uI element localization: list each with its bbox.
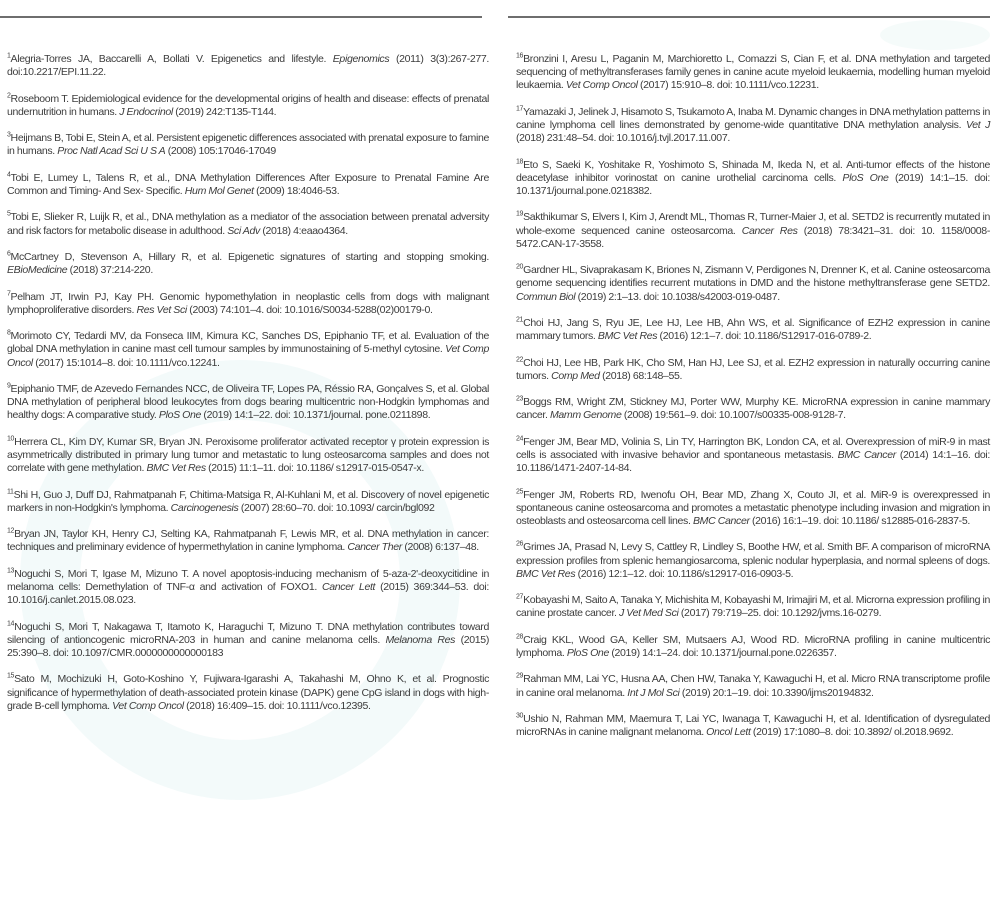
reference-entry xyxy=(516,541,990,581)
reference-entry xyxy=(516,159,990,199)
reference-citation-details: (2019) 14:1–22. doi: 10.1371/journal. pone.0211898. xyxy=(201,409,431,422)
reference-citation-details: (2018) 37:214-220. xyxy=(67,264,153,277)
reference-journal: BMC Vet Res xyxy=(516,567,576,580)
reference-entry xyxy=(516,673,990,699)
reference-authors-title: Bronzini I, Aresu L, Paganin M, Marchioretto L, Comazzi S, Cian F, et al. DNA methylation and targeted sequencing of methyltransferases family genes in canine acute myeloid leukaemia, modelling human myeloid leukaemia. xyxy=(516,53,990,92)
reference-number: 5 xyxy=(7,210,11,218)
reference-entry xyxy=(516,53,990,93)
reference-number: 29 xyxy=(516,672,524,680)
reference-number: 9 xyxy=(7,382,11,390)
reference-citation-details: (2017) 15:910–8. doi: 10.1111/vco.12231. xyxy=(637,79,819,92)
reference-citation-details: (2019) 14:1–15. doi: 10.1371/journal.pone.0218382. xyxy=(516,171,991,197)
reference-citation-details: (2008) 105:17046-17049 xyxy=(165,145,276,158)
reference-entry xyxy=(516,713,990,739)
reference-citation-details: (2007) 28:60–70. doi: 10.1093/ carcin/bgl092 xyxy=(238,501,435,514)
reference-entry xyxy=(516,317,990,343)
reference-journal: BMC Cancer xyxy=(692,514,750,527)
reference-journal: J Vet Med Sci xyxy=(618,607,679,620)
reference-citation-details: (2014) 14:1–16. doi: 10.1186/1471-2407-14-84. xyxy=(516,448,991,475)
reference-journal: PloS One xyxy=(842,171,889,184)
reference-authors-title: Epiphanio TMF, de Azevedo Fernandes NCC, de Oliveira TF, Lopes PA, Réssio RA, Gonçalves S, et al. Global DNA methylation of peripheral blood leukocytes from dogs bearing multicentric non-Hodgkin lymphomas and healthy dogs: A comparative study. xyxy=(7,382,489,422)
reference-entry xyxy=(516,211,990,251)
reference-authors-title: Alegria-Torres JA, Baccarelli A, Bollati V. Epigenetics and lifestyle. xyxy=(10,53,333,65)
reference-authors-title: Rahman MM, Lai YC, Husna AA, Chen HW, Tanaka Y, Kawaguchi H, et al. Micro RNA transcriptome profile in canine oral melanoma. xyxy=(516,673,990,699)
reference-authors-title: Heijmans B, Tobi E, Stein A, et al. Persistent epigenetic differences associated with prenatal exposure to famine in humans. xyxy=(7,132,489,158)
reference-journal: Proc Natl Acad Sci U S A xyxy=(57,145,166,158)
reference-entry xyxy=(516,436,990,476)
reference-number: 14 xyxy=(7,620,15,628)
reference-journal: Melanoma Res xyxy=(385,633,456,646)
reference-citation-details: (2003) 74:101–4. doi: 10.1016/S0034-5288(02)00179-0. xyxy=(186,303,433,316)
reference-entry xyxy=(516,594,990,620)
background-watermark-top xyxy=(880,20,990,50)
reference-citation-details: (2019) 20:1–19. doi: 10.3390/ijms20194832. xyxy=(679,686,874,699)
reference-entry xyxy=(7,528,489,554)
reference-citation-details: (2019) 17:1080–8. doi: 10.3892/ ol.2018.9692. xyxy=(750,726,954,739)
reference-authors-title: Morimoto CY, Tedardi MV, da Fonseca IIM, Kimura KC, Sanches DS, Epiphanio TF, et al. Evaluation of the global DNA methylation in canine mast cell tumour samples by immunostaining of 5-methyl cytosine. xyxy=(7,330,489,356)
reference-citation-details: (2016) 12:1–12. doi: 10.1186/s12917-016-0903-5. xyxy=(575,567,794,580)
reference-entry xyxy=(516,264,990,304)
reference-citation-details: (2018) 68:148–55. xyxy=(599,369,683,382)
reference-number: 17 xyxy=(516,105,524,113)
right-column-top-rule xyxy=(508,16,990,18)
reference-number: 30 xyxy=(516,712,524,720)
reference-journal: BMC Vet Res xyxy=(146,462,206,475)
reference-journal: J Endocrinol xyxy=(119,105,173,118)
reference-number: 12 xyxy=(7,527,15,535)
reference-number: 2 xyxy=(7,92,11,100)
reference-citation-details: (2015) 25:390–8. doi: 10.1097/CMR.0000000000000183 xyxy=(7,633,489,659)
reference-authors-title: Herrera CL, Kim DY, Kumar SR, Bryan JN. Peroxisome proliferator activated receptor γ protein expression is asymmetrically distributed in primary lung tumor and metastatic to lung osteosarcoma samples and does not correlate with gene methylation. xyxy=(7,435,489,475)
reference-number: 6 xyxy=(7,250,11,258)
reference-journal: Comp Med xyxy=(551,369,600,382)
left-column-top-rule xyxy=(0,16,482,18)
reference-entry xyxy=(7,383,489,423)
reference-entry xyxy=(7,172,489,198)
reference-number: 28 xyxy=(516,633,524,641)
reference-number: 1 xyxy=(7,52,11,60)
reference-citation-details: (2015) 11:1–11. doi: 10.1186/ s12917-015-0547-x. xyxy=(205,462,424,475)
reference-citation-details: (2019) 242:T135-T144. xyxy=(172,105,277,118)
reference-authors-title: Sato M, Mochizuki H, Goto-Koshino Y, Fujiwara-Igarashi A, Takahashi M, Ohno K, et al. Prognostic significance of hypermethylation of death-associated protein kinase (DAPK) gene CpG island in dogs with high-grade B-cell lymphoma. xyxy=(7,673,489,712)
reference-authors-title: Bryan JN, Taylor KH, Henry CJ, Selting KA, Rahmatpanah F, Lewis MR, et al. DNA methylation in cancer: techniques and preliminary evidence of hypermethylation in canine lymphoma. xyxy=(7,528,489,554)
reference-journal: PloS One xyxy=(566,646,609,659)
reference-authors-title: Grimes JA, Prasad N, Levy S, Cattley R, Lindley S, Boothe HW, et al. Smith BF. A comparison of microRNA expression profiles from splenic hemangiosarcoma, splenic nodular hyperplasia, and normal spleens of dogs. xyxy=(516,541,990,567)
reference-number: 27 xyxy=(516,593,524,601)
reference-authors-title: Pelham JT, Irwin PJ, Kay PH. Genomic hypomethylation in neoplastic cells from dogs with malignant lymphoproliferative disorders. xyxy=(7,290,489,316)
reference-entry xyxy=(7,568,489,608)
reference-entry xyxy=(516,634,990,660)
reference-journal: Vet Comp Oncol xyxy=(112,699,184,712)
reference-citation-details: (2009) 18:4046-53. xyxy=(253,184,340,197)
reference-entry xyxy=(7,489,489,515)
reference-citation-details: (2018) 16:409–15. doi: 10.1111/vco.12395. xyxy=(183,699,371,712)
reference-number: 8 xyxy=(7,329,11,337)
reference-authors-title: Kobayashi M, Saito A, Tanaka Y, Michishita M, Kobayashi M, Irimajiri M, et al. Microrna expression profiling in canine prostate cancer. xyxy=(516,594,990,620)
reference-entry xyxy=(7,673,489,713)
reference-journal: Cancer Res xyxy=(741,224,798,237)
reference-journal: BMC Vet Res xyxy=(597,330,658,343)
reference-journal: Hum Mol Genet xyxy=(184,184,254,197)
reference-number: 16 xyxy=(516,52,524,60)
reference-journal: Vet Comp Oncol xyxy=(7,343,489,369)
reference-entry xyxy=(7,436,489,476)
reference-number: 26 xyxy=(516,540,524,548)
reference-journal: Cancer Ther xyxy=(347,541,402,554)
reference-citation-details: (2018) 231:48–54. doi: 10.1016/j.tvjl.2017.11.007. xyxy=(516,132,730,145)
reference-entry xyxy=(516,489,990,529)
reference-number: 11 xyxy=(7,488,14,496)
reference-entry xyxy=(7,132,489,158)
reference-authors-title: Noguchi S, Mori T, Nakagawa T, Itamoto K, Haraguchi T, Mizuno T. DNA methylation contributes toward silencing of antioncogenic microRNA-203 in human and canine melanoma cells. xyxy=(7,620,489,646)
reference-authors-title: Boggs RM, Wright ZM, Stickney MJ, Porter WW, Murphy KE. MicroRNA expression in canine mammary cancer. xyxy=(516,396,990,422)
reference-number: 22 xyxy=(516,356,524,364)
reference-citation-details: (2015) 369:344–53. doi: 10.1016/j.canlet.2015.08.023. xyxy=(7,580,489,607)
references-right-column xyxy=(516,53,990,753)
reference-number: 10 xyxy=(7,435,15,443)
reference-journal: Commun Biol xyxy=(516,290,576,303)
reference-citation-details: (2008) 19:561–9. doi: 10.1007/s00335-008-9128-7. xyxy=(621,409,846,422)
reference-number: 24 xyxy=(516,435,524,443)
reference-number: 21 xyxy=(516,316,524,324)
reference-citation-details: (2008) 6:137–48. xyxy=(401,541,479,554)
reference-citation-details: (2019) 2:1–13. doi: 10.1038/s42003-019-0487. xyxy=(575,290,780,303)
reference-authors-title: Tobi E, Slieker R, Luijk R, et al., DNA methylation as a mediator of the association between prenatal adversity and risk factors for metabolic disease in adulthood. xyxy=(7,211,489,237)
reference-entry xyxy=(7,211,489,237)
reference-entry xyxy=(7,291,489,317)
reference-number: 3 xyxy=(7,131,11,139)
reference-authors-title: Eto S, Saeki K, Yoshitake R, Yoshimoto S, Shinada M, Ikeda N, et al. Anti-tumor effects of the histone deacetylase inhibitor vorinostat on canine urothelial carcinoma cells. xyxy=(516,158,990,184)
reference-journal: Oncol Lett xyxy=(706,726,751,739)
reference-number: 18 xyxy=(516,158,524,166)
reference-journal: Vet J xyxy=(965,119,990,131)
reference-authors-title: Ushio N, Rahman MM, Maemura T, Lai YC, Iwanaga T, Kawaguchi H, et al. Identification of dysregulated microRNAs in canine malignant melanoma. xyxy=(516,712,990,739)
reference-citation-details: (2018) 4:eaao4364. xyxy=(259,224,348,237)
reference-citation-details: (2016) 12:1–7. doi: 10.1186/S12917-016-0789-2. xyxy=(657,330,872,343)
reference-number: 7 xyxy=(7,290,11,298)
reference-entry xyxy=(7,621,489,661)
reference-authors-title: Fenger JM, Roberts RD, Iwenofu OH, Bear MD, Zhang X, Couto JI, et al. MiR-9 is overexpressed in spontaneous canine osteosarcoma and promotes a metastatic phenotype including invasion and migration in osteoblasts and osteosarcoma cell lines. xyxy=(516,488,990,527)
reference-journal: EBioMedicine xyxy=(7,264,68,277)
reference-entry xyxy=(7,53,489,79)
reference-citation-details: (2017) 15:1014–8. doi: 10.1111/vco.12241. xyxy=(32,356,220,369)
reference-authors-title: Choi HJ, Lee HB, Park HK, Cho SM, Han HJ, Lee SJ, et al. EZH2 expression in naturally occurring canine tumors. xyxy=(516,356,990,382)
reference-authors-title: Yamazaki J, Jelinek J, Hisamoto S, Tsukamoto A, Inaba M. Dynamic changes in DNA methylation patterns in canine lymphoma cell lines demonstrated by genome-wide quantitative DNA methylation analysis. xyxy=(516,105,990,131)
reference-authors-title: Choi HJ, Jang S, Ryu JE, Lee HJ, Lee HB, Ahn WS, et al. Significance of EZH2 expression in canine mammary tumors. xyxy=(516,316,990,343)
reference-citation-details: (2019) 14:1–24. doi: 10.1371/journal.pone.0226357. xyxy=(608,646,837,659)
reference-journal: Mamm Genome xyxy=(549,409,622,422)
reference-entry xyxy=(516,106,990,146)
reference-journal: Epigenomics xyxy=(332,53,390,65)
reference-number: 23 xyxy=(516,395,524,403)
reference-authors-title: Gardner HL, Sivaprakasam K, Briones N, Zismann V, Perdigones N, Drenner K, et al. Canine osteosarcoma genome sequencing identifies recurrent mutations in DMD and the histone methyltransferase gene SETD2. xyxy=(516,264,990,290)
reference-journal: BMC Cancer xyxy=(837,448,896,461)
reference-authors-title: Tobi E, Lumey L, Talens R, et al., DNA Methylation Differences After Exposure to Prenatal Famine Are Common and Timing- And Sex- Specific. xyxy=(7,171,489,197)
reference-journal: Carcinogenesis xyxy=(170,501,239,514)
reference-entry xyxy=(516,357,990,383)
reference-number: 19 xyxy=(516,210,524,218)
reference-authors-title: Craig KKL, Wood GA, Keller SM, Mutsaers AJ, Wood RD. MicroRNA profiling in canine multicentric lymphoma. xyxy=(516,633,990,659)
reference-authors-title: Noguchi S, Mori T, Igase M, Mizuno T. A novel apoptosis-inducing mechanism of 5-aza-2'-deoxycitidine in melanoma cells: Demethylation of TNF-α and activation of FOXO1. xyxy=(7,567,489,593)
reference-citation-details: (2018) 78:3421–31. doi: 10. 1158/0008-5472.CAN-17-3558. xyxy=(516,224,990,250)
reference-entry xyxy=(516,396,990,422)
reference-journal: Vet Comp Oncol xyxy=(565,79,638,92)
reference-citation-details: (2017) 79:719–25. doi: 10.1292/jvms.16-0279. xyxy=(678,607,882,620)
reference-journal: Cancer Lett xyxy=(322,580,376,593)
reference-entry xyxy=(7,93,489,119)
reference-authors-title: Roseboom T. Epidemiological evidence for the developmental origins of health and disease: effects of prenatal undernutrition in humans. xyxy=(7,92,489,118)
reference-authors-title: McCartney D, Stevenson A, Hillary R, et al. Epigenetic signatures of starting and stopping smoking. xyxy=(10,250,489,263)
reference-citation-details: (2011) 3(3):267-277. doi:10.2217/EPI.11.22. xyxy=(7,53,489,79)
reference-number: 20 xyxy=(516,263,524,271)
reference-journal: Int J Mol Sci xyxy=(627,686,680,699)
reference-authors-title: Fenger JM, Bear MD, Volinia S, Lin TY, Harrington BK, London CA, et al. Overexpression of miR-9 in mast cells is associated with invasive behavior and spontaneous metastasis. xyxy=(516,435,990,461)
reference-number: 25 xyxy=(516,488,524,496)
reference-citation-details: (2016) 16:1–19. doi: 10.1186/ s12885-016-2837-5. xyxy=(749,514,970,527)
reference-journal: Sci Adv xyxy=(227,224,260,237)
reference-number: 13 xyxy=(7,567,15,575)
reference-number: 15 xyxy=(7,672,15,680)
reference-authors-title: Sakthikumar S, Elvers I, Kim J, Arendt ML, Thomas R, Turner-Maier J, et al. SETD2 is recurrently mutated in whole-exome sequenced canine osteosarcoma. xyxy=(516,211,990,237)
reference-number: 4 xyxy=(7,171,11,179)
reference-entry xyxy=(7,251,489,277)
reference-authors-title: Shi H, Guo J, Duff DJ, Rahmatpanah F, Chitima-Matsiga R, Al-Kuhlani M, et al. Discovery of novel epigenetic markers in non-Hodgkin's lymphoma. xyxy=(7,488,489,514)
references-left-column xyxy=(7,53,489,726)
reference-journal: Res Vet Sci xyxy=(136,303,187,316)
reference-entry xyxy=(7,330,489,370)
reference-journal: PloS One xyxy=(158,409,202,422)
